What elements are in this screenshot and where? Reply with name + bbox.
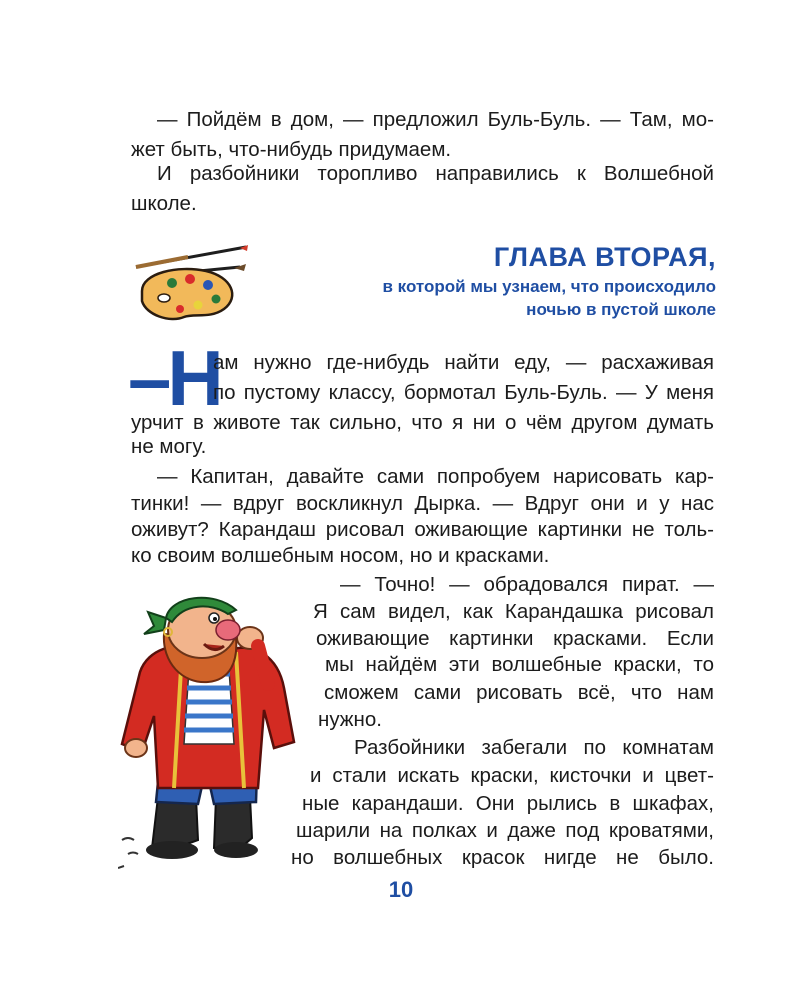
body-line: — Точно! — обрадовался пират. — bbox=[340, 573, 714, 596]
body-line: сможем сами рисовать всё, что нам bbox=[324, 681, 714, 704]
drop-cap: –Н bbox=[128, 334, 220, 422]
body-line: ко своим волшебным носом, но и красками. bbox=[131, 544, 550, 567]
body-line: мы найдём эти волшебные краски, то bbox=[325, 653, 714, 676]
body-line: Я сам видел, как Карандашка рисовал bbox=[313, 600, 714, 623]
body-line: не могу. bbox=[131, 435, 207, 458]
chapter-subtitle: ночью в пустой школе bbox=[526, 300, 716, 319]
paint-palette-icon bbox=[128, 243, 250, 325]
page-number: 10 bbox=[388, 877, 414, 902]
body-line: оживающие картинки красками. Если bbox=[316, 627, 714, 650]
body-line: Разбойники забегали по комнатам bbox=[354, 736, 714, 759]
body-line: урчит в животе так сильно, что я ни о чём другом думать bbox=[131, 411, 714, 434]
body-line: по пустому классу, бормотал Буль-Буль. — У меня bbox=[213, 381, 714, 404]
body-line: шарили на полках и даже под кроватями, bbox=[296, 819, 714, 842]
body-line: и стали искать краски, кисточки и цвет- bbox=[310, 764, 714, 787]
body-line: ам нужно где-нибудь найти еду, — расхаживая bbox=[213, 351, 714, 374]
body-line: тинки! — вдруг воскликнул Дырка. — Вдруг они и у нас bbox=[131, 492, 714, 515]
chapter-title: ГЛАВА ВТОРАЯ, bbox=[493, 242, 716, 272]
body-line: ные карандаши. Они рылись в шкафах, bbox=[302, 792, 714, 815]
body-line: нужно. bbox=[318, 708, 382, 731]
pirate-illustration bbox=[118, 592, 303, 882]
body-line: но волшебных красок нигде не было. bbox=[291, 846, 714, 869]
chapter-subtitle: в которой мы узнаем, что происходило bbox=[382, 277, 716, 296]
intro-line: школе. bbox=[131, 192, 197, 215]
intro-line: — Пойдём в дом, — предложил Буль-Буль. — Там, мо- bbox=[157, 108, 714, 131]
intro-line: И разбойники торопливо направились к Волшебной bbox=[157, 162, 714, 185]
body-line: оживут? Карандаш рисовал оживающие картинки не толь- bbox=[131, 518, 714, 541]
intro-line: жет быть, что-нибудь придумаем. bbox=[131, 138, 452, 161]
body-line: — Капитан, давайте сами попробуем нарисовать кар- bbox=[157, 465, 714, 488]
